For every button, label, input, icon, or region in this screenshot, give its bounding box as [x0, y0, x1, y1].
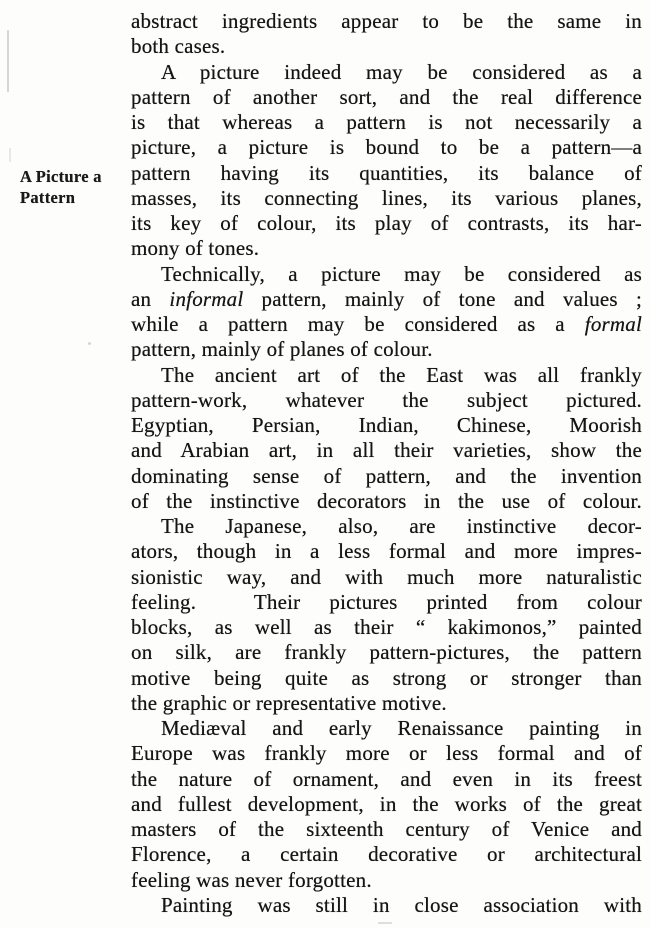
text-line: picture, a picture is bound to be a pattern—a — [131, 135, 642, 160]
italic-text: formal — [584, 312, 642, 336]
italic-text: informal — [169, 286, 244, 311]
text-line: A picture indeed may be considered as a — [161, 59, 642, 84]
text-line: The ancient art of the East was all frankly — [161, 362, 642, 387]
text-line: while a pattern may be considered as a formal — [131, 312, 642, 336]
text-line: pattern having its quantities, its balance of — [131, 160, 642, 185]
text-line: masses, its connecting lines, its various planes, — [131, 185, 642, 210]
text-line: pattern, mainly of planes of colour. — [131, 337, 433, 362]
text-line: mony of tones. — [131, 236, 260, 261]
margin-note-line-2: Pattern — [20, 187, 76, 207]
text-line: Painting was still in close association with — [161, 892, 642, 917]
text-line: Europe was frankly more or less formal and of — [131, 741, 642, 766]
text-line: pattern-work, whatever the subject pictured. — [131, 387, 642, 412]
text-line: both cases. — [131, 34, 226, 59]
scan-artifact — [378, 922, 392, 924]
margin-note — [20, 167, 135, 208]
text-line: masters of the sixteenth century of Venice and — [131, 817, 642, 841]
text-line: and Arabian art, in all their varieties, show the — [131, 438, 642, 463]
text-line: Technically, a picture may be considered as — [161, 261, 642, 286]
text-line: motive being quite as strong or stronger than — [131, 665, 642, 690]
margin-note-line-1: A Picture a — [20, 167, 102, 186]
text-line: its key of colour, its play of contrasts, its har- — [131, 211, 642, 235]
text-line: is that whereas a pattern is not necessarily a — [131, 110, 642, 134]
text-line: feeling was never forgotten. — [131, 867, 372, 892]
text-line: the graphic or representative motive. — [131, 690, 447, 715]
text-line: sionistic way, and with much more naturalistic — [131, 564, 642, 589]
text-line: Florence, a certain decorative or architectural — [131, 842, 642, 867]
text-line: dominating sense of pattern, and the invention — [131, 463, 642, 488]
text-line: blocks, as well as their “ kakimonos,” painted — [131, 615, 642, 639]
text-line: on silk, are frankly pattern-pictures, the pattern — [131, 640, 642, 665]
text-line: an informal pattern, mainly of tone and values ; — [131, 286, 643, 311]
scan-artifact — [7, 30, 9, 92]
scan-artifact — [9, 148, 11, 162]
scan-artifact — [88, 342, 91, 345]
text-line: Mediæval and early Renaissance painting in — [161, 716, 642, 740]
text-line: and fullest development, in the works of the great — [131, 791, 642, 816]
text-line: Egyptian, Persian, Indian, Chinese, Moorish — [131, 413, 642, 437]
text-line: pattern of another sort, and the real difference — [131, 84, 642, 109]
text-line: The Japanese, also, are instinctive decor- — [161, 514, 642, 538]
text-line: of the instinctive decorators in the use of colour. — [131, 488, 642, 513]
text-line: abstract ingredients appear to be the same in — [131, 9, 642, 33]
text-column — [131, 9, 642, 918]
text-line: the nature of ornament, and even in its freest — [131, 766, 642, 791]
text-line: feeling. Their pictures printed from colour — [131, 589, 642, 614]
text-line: ators, though in a less formal and more impres- — [131, 539, 642, 564]
